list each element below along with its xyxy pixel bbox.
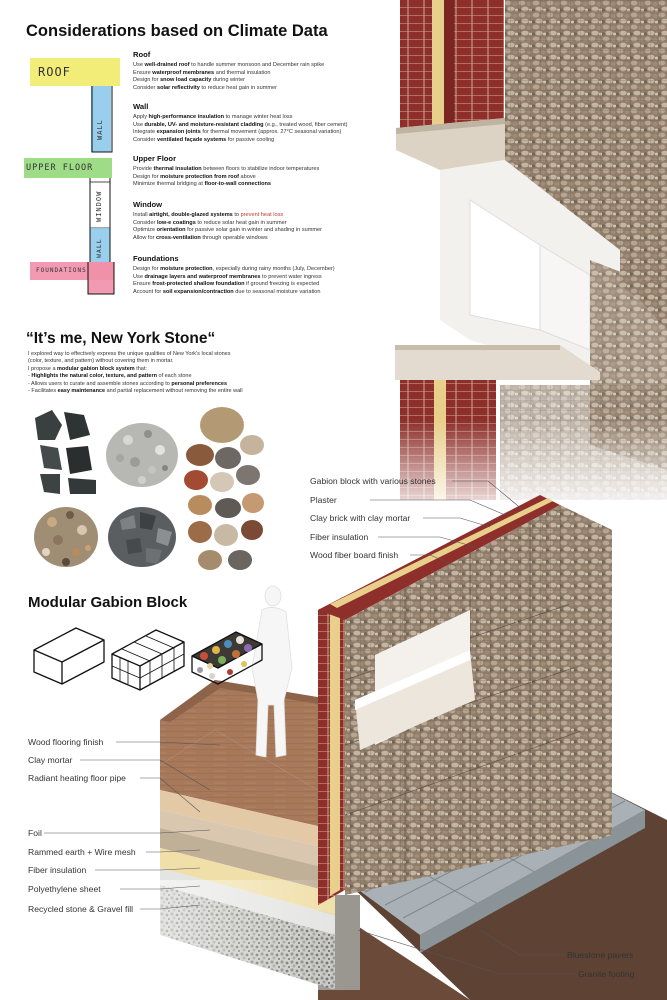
text-line: I propose a modular gabion block system that: — [28, 365, 147, 372]
callout-fiber-insulation-wall: Fiber insulation — [310, 532, 369, 542]
section-window — [133, 200, 322, 242]
text-line: Consider ventilated façade systems for passive cooling — [133, 136, 275, 143]
text-line: I explored way to effectively express the unique qualities of New York’s local stones — [28, 351, 231, 357]
text-line: Install airtight, double-glazed systems to prevent heat loss — [133, 212, 284, 218]
ny-stone-title: “It’s me, New York Stone“ — [26, 330, 216, 347]
tag-wall2: WALL — [95, 238, 103, 258]
section-heading: Foundations — [133, 254, 179, 263]
section-upper-floor — [133, 154, 319, 189]
tag-window: WINDOW — [95, 190, 103, 222]
text-line: Use durable, UV- and moisture-resistant cladding (e.g., treated wood, fiber cement) — [133, 121, 348, 128]
wall-section-isometric — [160, 495, 667, 1000]
text-line: Ensure waterproof membranes and thermal insulation — [133, 69, 271, 76]
section-foundations — [133, 254, 335, 296]
box-sketch — [34, 628, 104, 684]
climate-zone-diagram — [24, 58, 120, 294]
section-heading: Upper Floor — [133, 154, 177, 163]
text-line: Use well-drained roof to handle summer monsoon and December rain spike — [133, 62, 325, 68]
callout-polyethylene: Polyethylene sheet — [28, 884, 101, 894]
filled-gabion-sketch — [192, 632, 262, 684]
text-line: - Allows users to curate and assemble stones according to personal preferences — [28, 380, 228, 387]
tag-roof: ROOF — [38, 65, 71, 79]
callout-rammed-earth: Rammed earth + Wire mesh — [28, 847, 136, 857]
callout-clay-mortar: Clay mortar — [28, 755, 73, 765]
text-line: Consider low-e coatings to reduce solar heat gain in summer — [133, 219, 287, 226]
text-line: (color, texture, and pattern) without covering them in mortar. — [28, 358, 174, 365]
text-line: Ensure frost-protected shallow foundation if ground freezing is expected — [133, 281, 320, 288]
callout-fiber-insulation-floor: Fiber insulation — [28, 865, 87, 875]
stone-dark-gravel — [108, 507, 176, 567]
callout-plaster: Plaster — [310, 495, 337, 505]
stone-slate — [35, 410, 96, 494]
section-heading: Roof — [133, 50, 151, 59]
text-line: Provide thermal insulation between floors to stabilize indoor temperatures — [133, 166, 320, 172]
section-heading: Wall — [133, 102, 149, 111]
stone-samples — [34, 407, 264, 570]
stone-mixed-gravel — [34, 507, 98, 567]
section-heading: Window — [133, 200, 163, 209]
text-line: - Highlights the natural color, texture, and pattern of each stone — [28, 373, 192, 380]
gabion-title: Modular Gabion Block — [28, 594, 188, 611]
tag-upper-floor: UPPER FLOOR — [26, 163, 94, 173]
text-line: Design for moisture protection from roof above — [133, 173, 256, 180]
callout-wood-flooring: Wood flooring finish — [28, 737, 104, 747]
callout-wood-fiber-board: Wood fiber board finish — [310, 550, 399, 560]
text-line: Design for snow load capacity during winter — [133, 77, 245, 84]
stone-grey-gravel — [106, 423, 178, 487]
callout-bluestone-pavers: Bluestone pavers — [567, 950, 634, 960]
text-line: Integrate expansion joints for thermal movement (approx. 27°C seasonal variation) — [133, 129, 342, 136]
stone-cobbles — [184, 407, 264, 570]
gabion-sketches — [34, 628, 262, 690]
text-line: Use drainage layers and waterproof membranes to prevent water ingress — [133, 273, 322, 280]
text-line: Apply high-performance insulation to manage winter heat loss — [133, 114, 293, 120]
section-wall — [133, 102, 348, 144]
callout-foil: Foil — [28, 828, 42, 838]
callout-gravel-fill: Recycled stone & Gravel fill — [28, 904, 134, 914]
text-line: Allow for cross-ventilation through operable windows — [133, 234, 268, 241]
section-roof — [133, 50, 324, 92]
cage-sketch — [112, 630, 184, 690]
building-perspective — [390, 0, 667, 520]
page-title: Considerations based on Climate Data — [26, 22, 328, 40]
text-line: Minimize thermal bridging at floor-to-wall connections — [133, 181, 272, 188]
callout-gabion-block: Gabion block with various stones — [310, 476, 436, 486]
callout-granite-footing: Granite footing — [578, 969, 635, 979]
callout-radiant-heating: Radiant heating floor pipe — [28, 773, 126, 783]
text-line: Account for soil expansion/contraction due to seasonal moisture variation — [133, 288, 321, 295]
text-line: - Facilitates easy maintenance and partial replacement without removing the entire wall — [28, 388, 243, 395]
text-line: Design for moisture protection, especially during rainy months (July, December) — [133, 266, 335, 272]
tag-wall: WALL — [96, 119, 104, 140]
ny-stone-description — [28, 351, 243, 395]
callout-clay-brick: Clay brick with clay mortar — [310, 513, 411, 523]
text-line: Optimize orientation for passive solar gain in winter and shading in summer — [133, 227, 323, 234]
text-line: Consider solar reflectivity to reduce heat gain in summer — [133, 84, 277, 91]
tag-foundations: FOUNDATIONS — [36, 267, 87, 274]
